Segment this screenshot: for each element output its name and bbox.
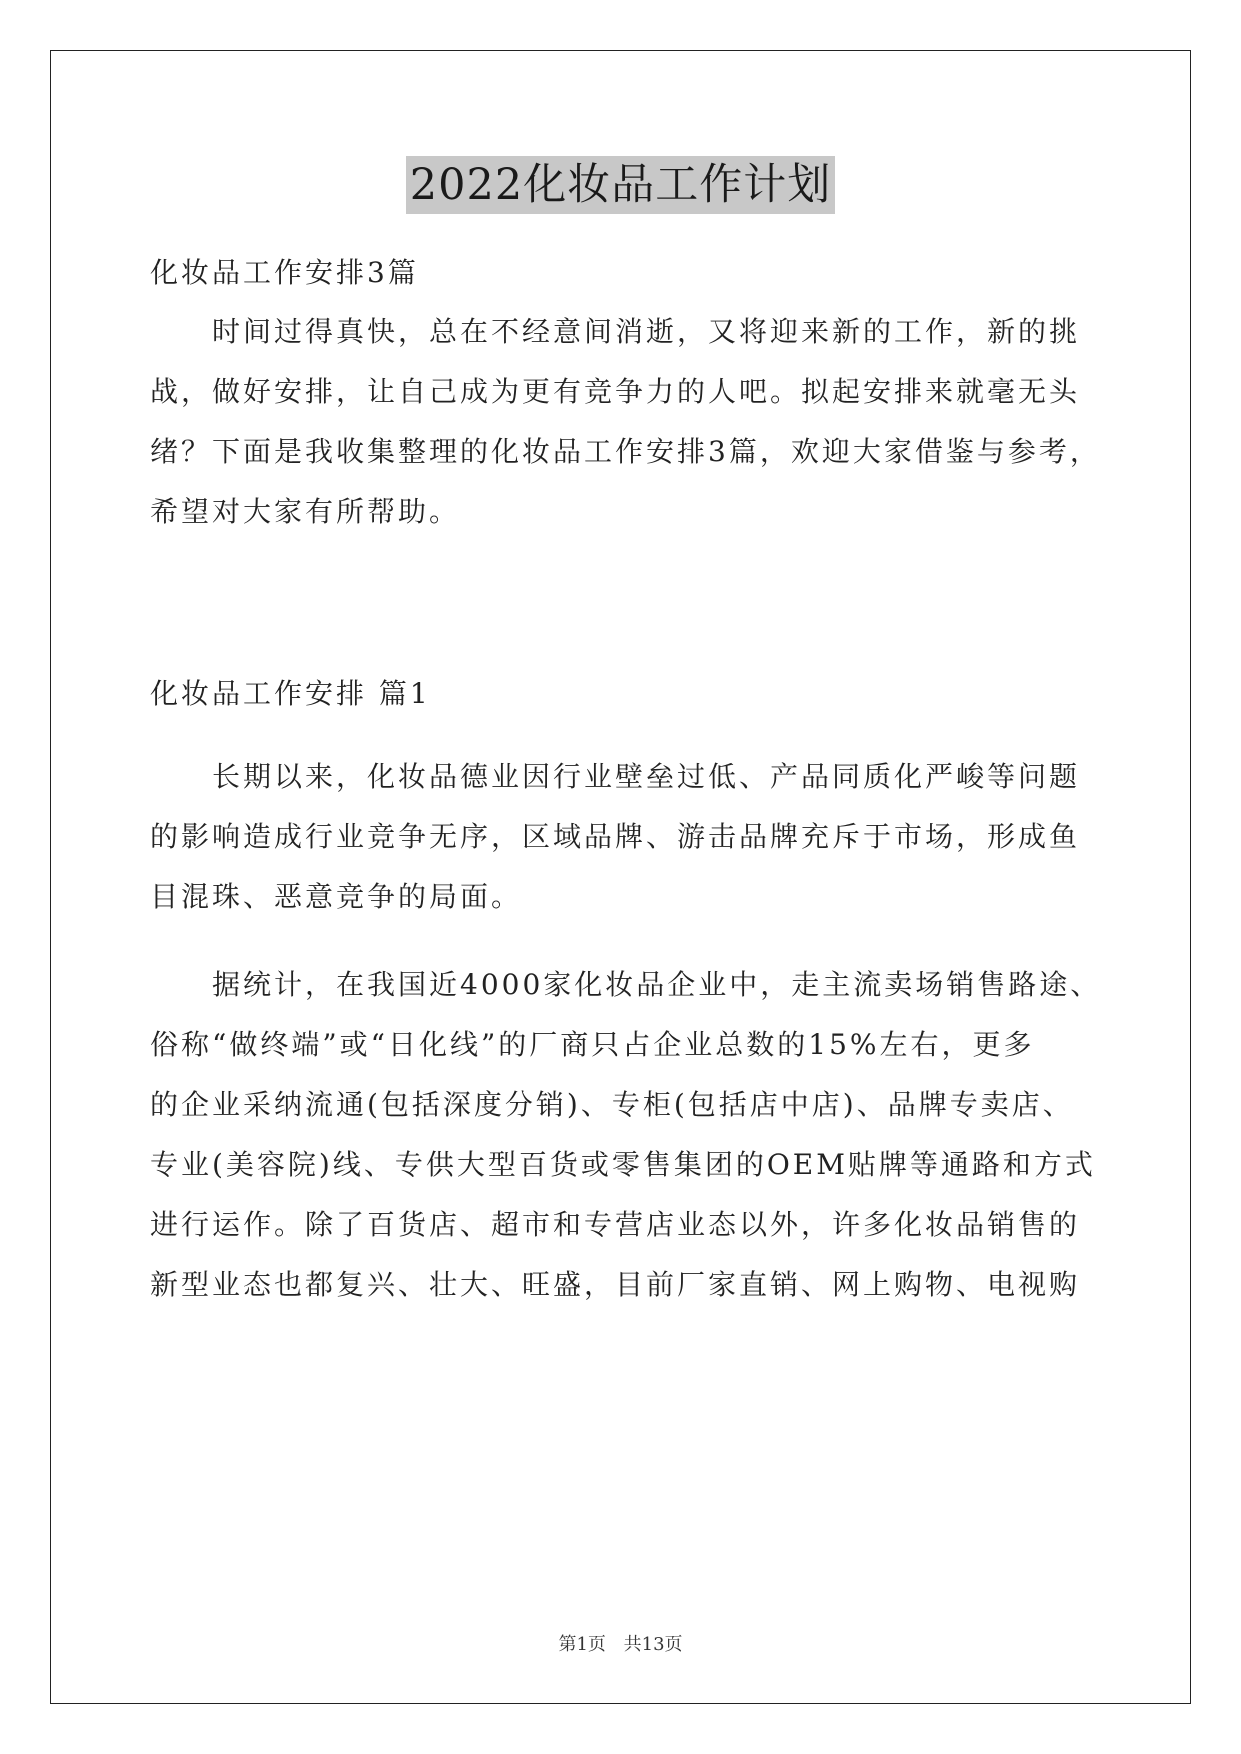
- paragraph-1: [150, 747, 1090, 927]
- section-heading: [150, 664, 1090, 724]
- paragraph-line: 新型业态也都复兴、壮大、旺盛，目前厂家直销、网上购物、电视购: [150, 1268, 1081, 1301]
- paragraph-line: 时间过得真快，总在不经意间消逝，又将迎来新的工作，新的挑: [212, 315, 1081, 348]
- paragraph-line: 目混珠、恶意竞争的局面。: [150, 880, 523, 913]
- paragraph-line: 专业(美容院)线、专供大型百货或零售集团的OEM贴牌等通路和方式: [150, 1148, 1096, 1181]
- paragraph-line: 希望对大家有所帮助。: [150, 495, 461, 528]
- page-number: 第1页: [558, 1634, 606, 1655]
- title-container: [0, 156, 1241, 214]
- page-footer: [0, 1630, 1241, 1656]
- paragraph-2: [150, 955, 1102, 1315]
- subtitle-line: 化妆品工作安排3篇: [150, 256, 419, 289]
- paragraph-line: 据统计，在我国近4000家化妆品企业中，走主流卖场销售路途、: [212, 968, 1102, 1001]
- paragraph-line: 战，做好安排，让自己成为更有竞争力的人吧。拟起安排来就毫无头: [150, 375, 1081, 408]
- page-total: 共13页: [623, 1634, 683, 1655]
- document-subtitle: [150, 243, 1090, 303]
- paragraph-line: 的企业采纳流通(包括深度分销)、专柜(包括店中店)、品牌专卖店、: [150, 1088, 1074, 1121]
- paragraph-line: 绪？下面是我收集整理的化妆品工作安排3篇，欢迎大家借鉴与参考，: [150, 435, 1101, 468]
- paragraph-line: 进行运作。除了百货店、超市和专营店业态以外，许多化妆品销售的: [150, 1208, 1081, 1241]
- section-heading-line: 化妆品工作安排 篇1: [150, 677, 431, 710]
- paragraph-line: 的影响造成行业竞争无序，区域品牌、游击品牌充斥于市场，形成鱼: [150, 820, 1081, 853]
- document-title: 2022化妆品工作计划: [406, 156, 835, 214]
- intro-paragraph: [150, 302, 1101, 542]
- paragraph-line: 长期以来，化妆品德业因行业壁垒过低、产品同质化严峻等问题: [212, 760, 1081, 793]
- paragraph-line: 俗称“做终端”或“日化线”的厂商只占企业总数的15%左右，更多: [150, 1028, 1035, 1061]
